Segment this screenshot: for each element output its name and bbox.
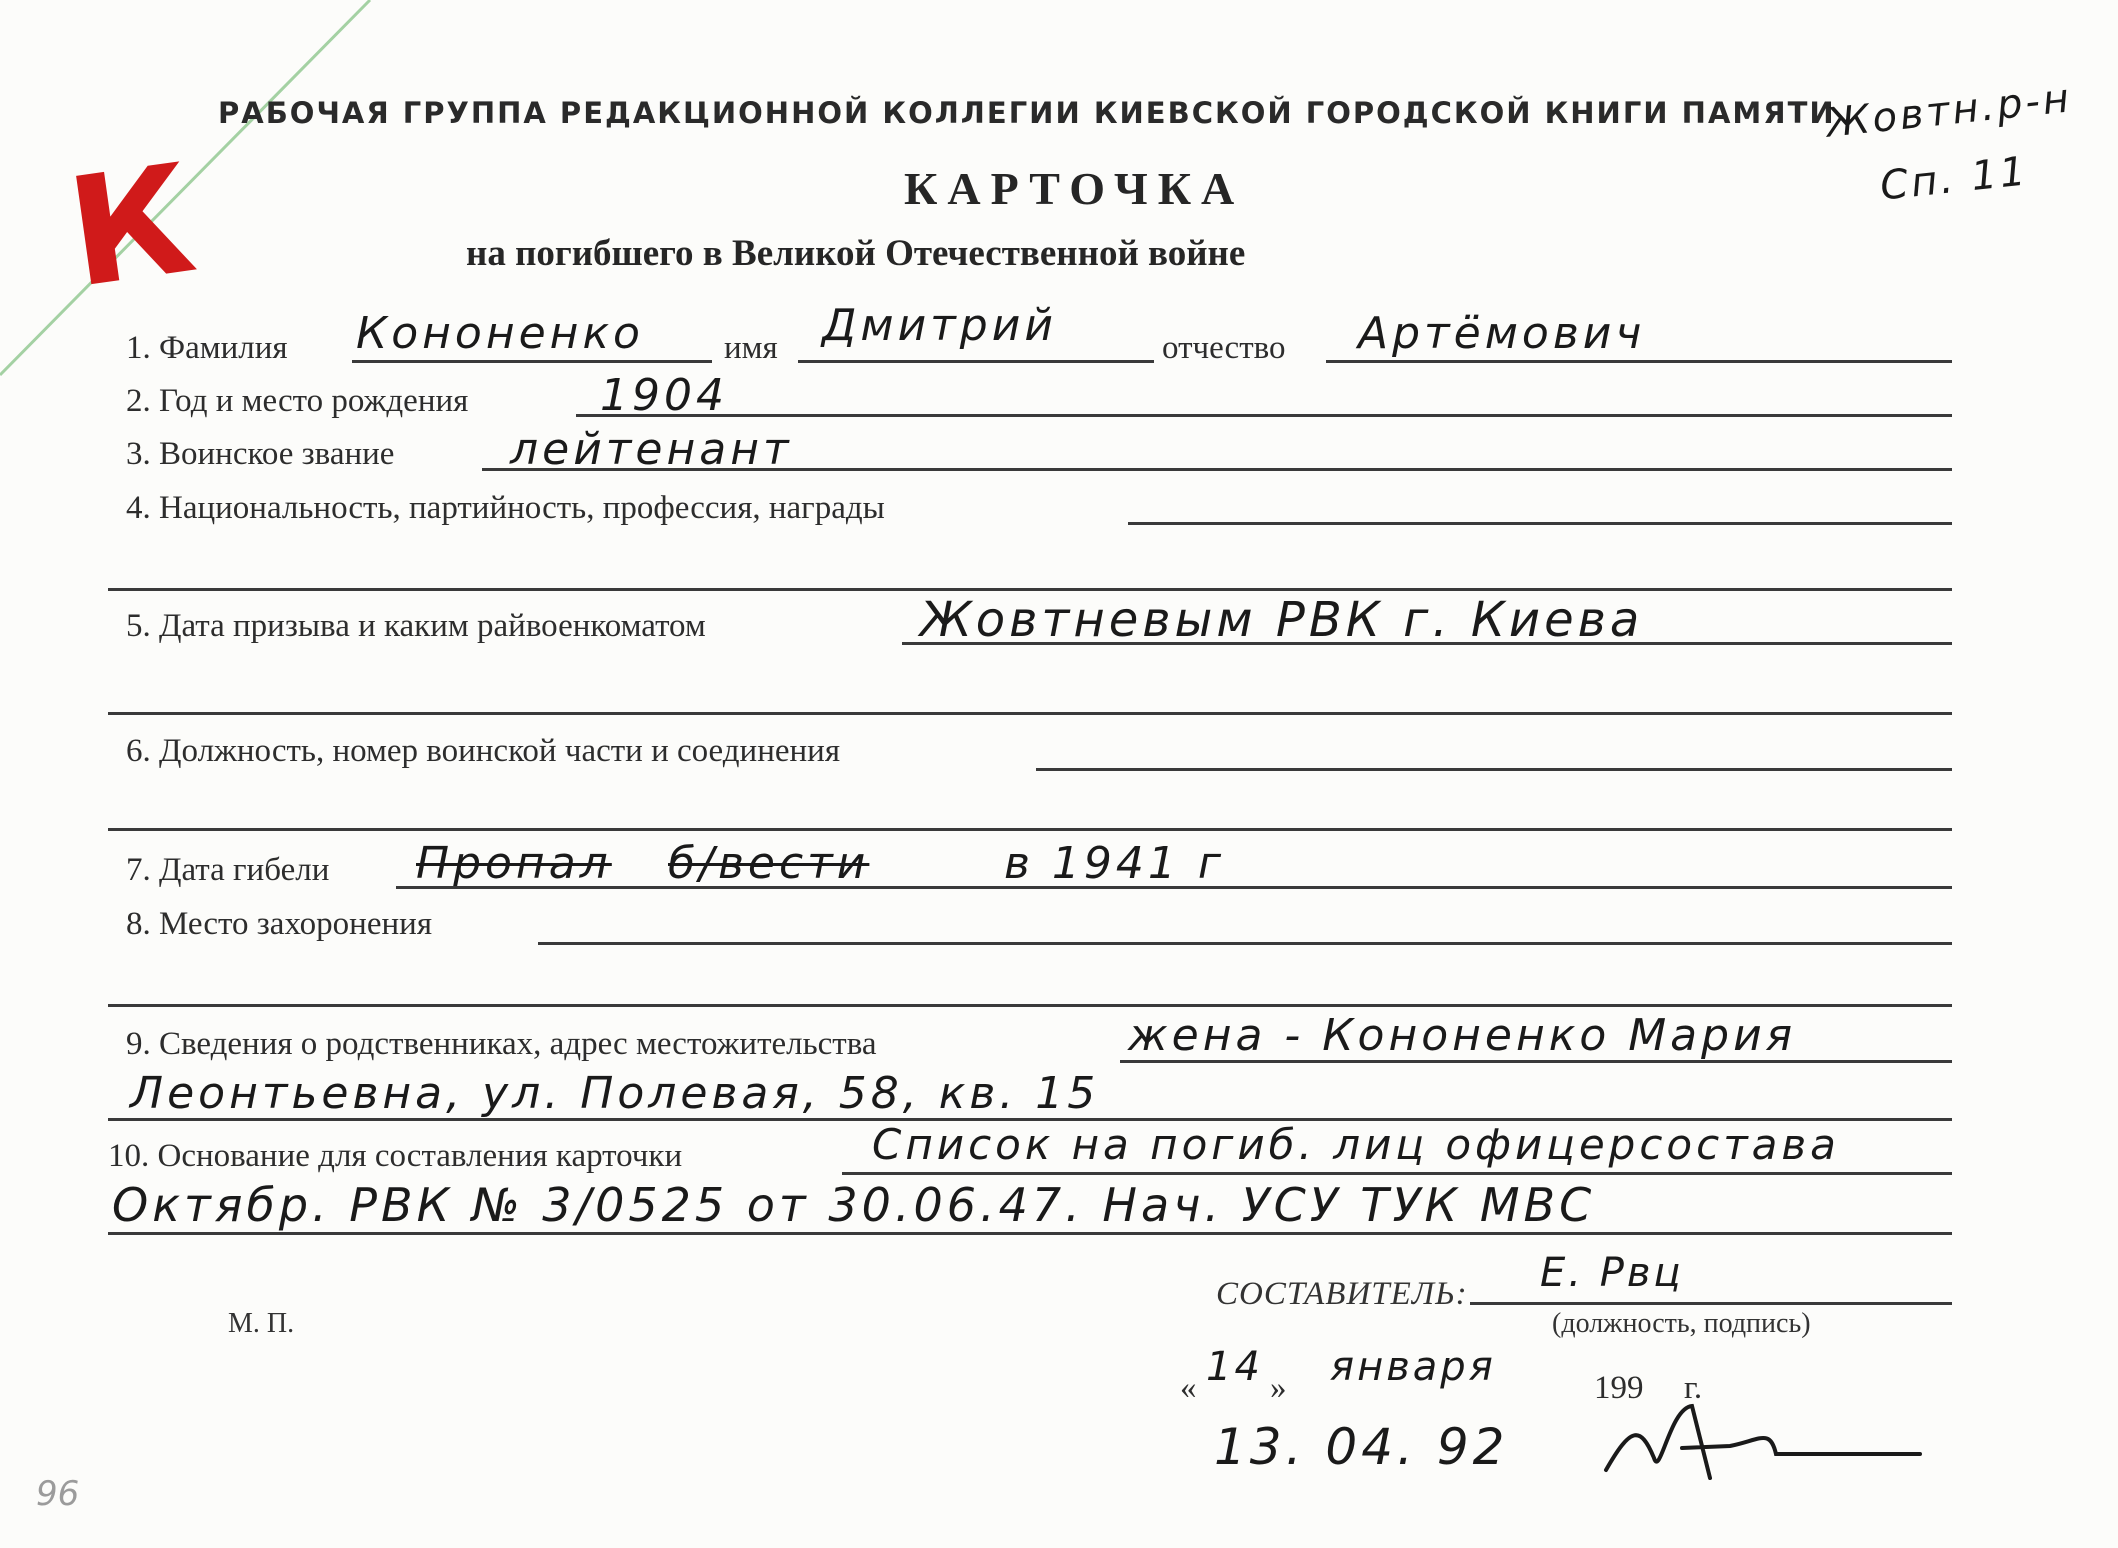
card-subtitle: на погибшего в Великой Отечественной войне — [466, 233, 1246, 274]
surname-line — [352, 360, 712, 363]
date-day: 14 — [1206, 1344, 1263, 1390]
patronymic-value: Артёмович — [1358, 308, 1646, 359]
corner-note-district: Жовтн.р-н — [1824, 75, 2075, 147]
basis-value-line-2: Октябр. РВК № 3/0525 от 30.06.47. Нач. УСУ ТУК МВС — [112, 1178, 1596, 1232]
rank-line — [482, 468, 1952, 471]
position-unit-line-1 — [1036, 768, 1952, 771]
patronymic-label: отчество — [1162, 330, 1286, 366]
rank-label: 3. Воинское звание — [126, 436, 395, 472]
relatives-value-line-2: Леонтьевна, ул. Полевая, 58, кв. 15 — [130, 1068, 1100, 1119]
birth-label: 2. Год и место рождения — [126, 383, 469, 419]
relatives-line-1 — [1120, 1060, 1952, 1063]
inspector-signature — [1600, 1388, 1930, 1498]
corner-note-list: Сп. 11 — [1878, 148, 2031, 210]
date-year-suffix: г. — [1684, 1370, 1703, 1406]
red-letter-mark: К — [58, 132, 205, 322]
relatives-label: 9. Сведения о родственниках, адрес местожительства — [126, 1026, 877, 1062]
position-unit-line-2 — [108, 828, 1952, 831]
basis-line-1 — [842, 1172, 1952, 1175]
burial-place-line-2 — [108, 1004, 1952, 1007]
conscription-line-2 — [108, 712, 1952, 715]
compiler-label: СОСТАВИТЕЛЬ: — [1216, 1276, 1468, 1312]
stamp-place-label: М. П. — [228, 1308, 295, 1339]
conscription-line-1 — [902, 642, 1952, 645]
rank-value: лейтенант — [510, 424, 793, 475]
organization-header: РАБОЧАЯ ГРУППА РЕДАКЦИОННОЙ КОЛЛЕГИИ КИЕВСКОЙ ГОРОДСКОЙ КНИГИ ПАМЯТИ — [218, 96, 1836, 130]
death-date-line — [396, 886, 1952, 889]
conscription-label: 5. Дата призыва и каким райвоенкоматом — [126, 608, 706, 644]
patronymic-line — [1326, 360, 1952, 363]
basis-value-line-1: Список на погиб. лиц офицерсостава — [872, 1120, 1840, 1169]
death-date-label: 7. Дата гибели — [126, 852, 330, 888]
compiler-caption: (должность, подпись) — [1552, 1308, 1811, 1339]
nationality-line-2 — [108, 588, 1952, 591]
birth-line — [576, 414, 1952, 417]
compiler-signature: Е. Рвц — [1540, 1250, 1684, 1296]
inspector-signature-stroke — [1606, 1406, 1920, 1478]
name-value: Дмитрий — [822, 300, 1057, 351]
basis-label: 10. Основание для составления карточки — [108, 1138, 683, 1174]
birth-value: 1904 — [600, 370, 728, 421]
name-label: имя — [724, 330, 778, 366]
surname-value: Кононенко — [356, 308, 644, 359]
surname-label: 1. Фамилия — [126, 330, 288, 366]
relatives-value-line-1: жена - Кононенко Мария — [1128, 1010, 1797, 1061]
basis-line-2 — [108, 1232, 1952, 1235]
death-date-struck-word-1: Пропал — [416, 838, 612, 889]
date-year-prefix: 199 — [1594, 1370, 1644, 1406]
handwritten-date: 13. 04. 92 — [1214, 1418, 1509, 1476]
date-close-quote: » — [1270, 1370, 1287, 1406]
card-title: КАРТОЧКА — [904, 163, 1245, 214]
compiler-signature-line — [1470, 1302, 1952, 1305]
position-unit-label: 6. Должность, номер воинской части и соединения — [126, 733, 840, 769]
burial-place-line-1 — [538, 942, 1952, 945]
date-open-quote: « — [1180, 1370, 1197, 1406]
nationality-line-1 — [1128, 522, 1952, 525]
death-date-value: в 1941 г — [1004, 838, 1225, 889]
margin-number: 96 — [36, 1474, 80, 1514]
date-month: января — [1330, 1344, 1496, 1390]
name-line — [798, 360, 1154, 363]
nationality-label: 4. Национальность, партийность, профессия, награды — [126, 490, 885, 526]
death-date-struck-word-2: б/вести — [668, 838, 870, 889]
conscription-value: Жовтневым РВК г. Киева — [920, 592, 1644, 648]
burial-place-label: 8. Место захоронения — [126, 906, 432, 942]
